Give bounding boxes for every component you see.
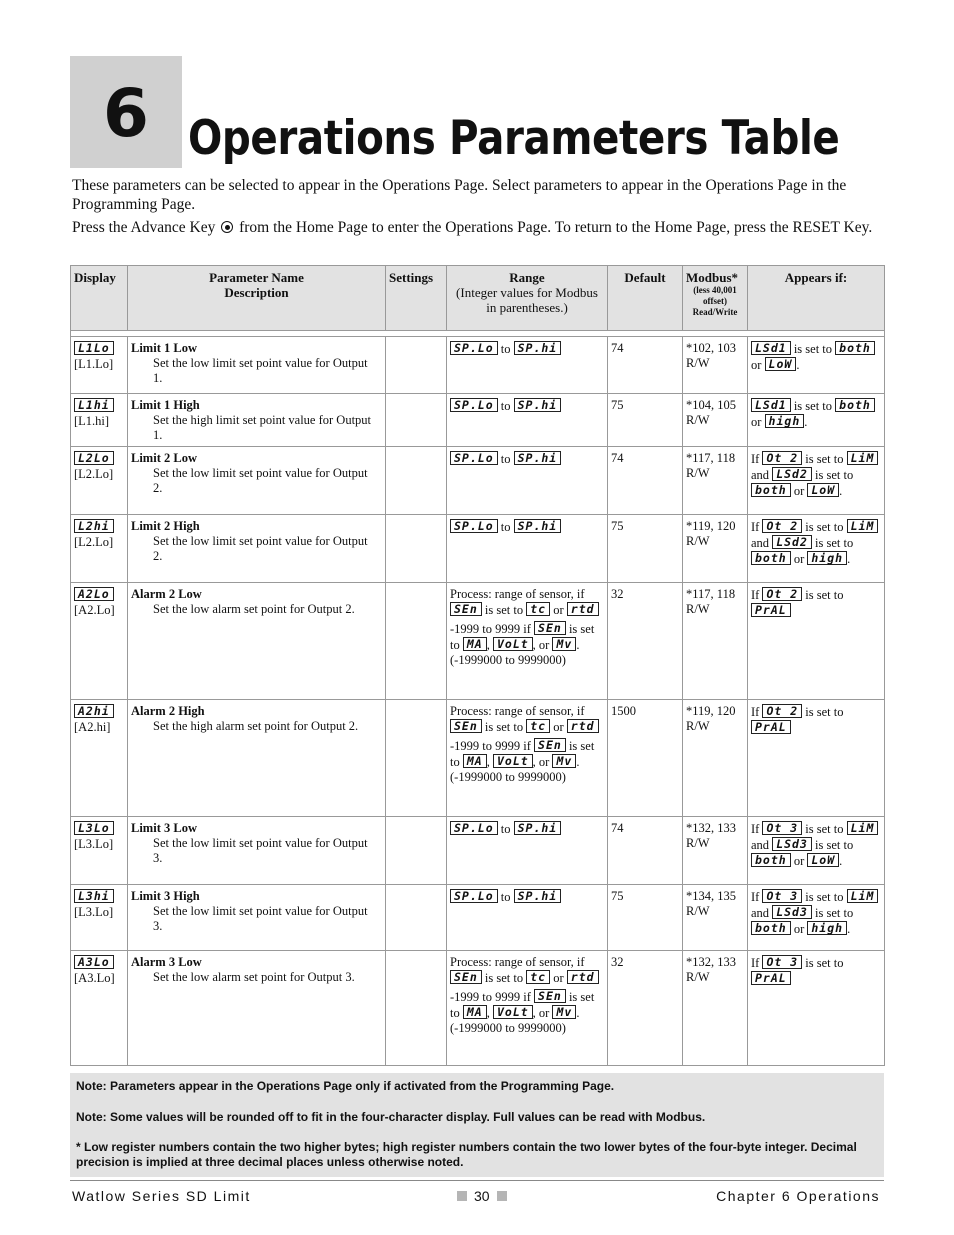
lcd-display-icon: Ot 2 [762,519,802,533]
lcd-display-icon: Ot 3 [762,821,802,835]
chapter-number: 6 [103,75,149,152]
lcd-display-icon: SP.Lo [450,519,498,533]
parameter-description: Set the low limit set point value for Output 1. [153,356,368,385]
default-cell: 75 [608,394,683,447]
lcd-display-icon: SP.hi [514,398,562,412]
parameter-cell [128,817,386,885]
table-row [71,394,885,447]
lcd-display-icon: LiM [847,519,879,533]
parameter-description: Set the high alarm set point for Output 2. [153,719,359,733]
lcd-display-icon: rtd [567,719,599,733]
modbus-cell: *119, 120 R/W [683,515,748,583]
range-cell: SP.Lo to SP.hi [447,394,608,447]
settings-cell [386,817,447,885]
lcd-display-icon: LSd3 [772,905,812,919]
default-cell: 75 [608,885,683,951]
advance-key-icon [221,221,233,233]
lcd-display-icon: SEn [450,719,482,733]
intro-paragraph-1: These parameters can be selected to appear in the Operations Page. Select parameters to appear in the Operations Page in the Programming Page. [72,177,847,213]
table-row [71,817,885,885]
lcd-display-icon: Ot 2 [762,704,802,718]
parameter-description: Set the low limit set point value for Output 3. [153,904,368,933]
header-display: Display [71,266,128,331]
lcd-display-icon: SP.hi [514,341,562,355]
parameter-name: Alarm 3 Low [131,955,202,969]
parameter-description: Set the low limit set point value for Output 2. [153,534,368,563]
lcd-display-icon: PrAL [751,603,791,617]
lcd-display-icon: A3Lo [74,955,114,969]
parameter-name: Limit 3 Low [131,821,197,835]
default-cell: 32 [608,583,683,700]
parameter-description: Set the low limit set point value for Output 2. [153,466,368,495]
parameter-name: Limit 2 Low [131,451,197,465]
settings-cell [386,515,447,583]
default-cell: 74 [608,817,683,885]
lcd-display-icon: VoLt [493,637,533,651]
parameter-name: Alarm 2 High [131,704,205,718]
display-cell: A3Lo [A3.Lo] [71,951,128,1066]
appears-if-cell: If Ot 2 is set to PrAL [748,700,885,817]
header-parameter-name: Parameter Name Description [128,266,386,331]
note-3: * Low register numbers contain the two higher bytes; high register numbers contain the two lower bytes of the four-byte integer. Decimal precision is implied at three decimal places unless otherwise noted. [76,1140,857,1169]
lcd-display-icon: SP.hi [514,451,562,465]
chapter-number-box [70,56,182,168]
lcd-display-icon: LoW [807,483,839,497]
footer-left: Watlow Series SD Limit [72,1188,251,1204]
settings-cell [386,951,447,1066]
table-header-row [71,266,885,331]
settings-cell [386,700,447,817]
modbus-cell: *117, 118 R/W [683,583,748,700]
parameter-name: Alarm 2 Low [131,587,202,601]
parameter-name: Limit 3 High [131,889,200,903]
footer-square-icon [497,1191,507,1201]
lcd-display-icon: SEn [534,738,566,752]
range-cell: Process: range of sensor, if SEn is set to tc or rtd -1999 to 9999 if SEn is set to MA , VoLt , or Mv . (-1999000 to 9999000) [447,583,608,700]
appears-if-cell: If Ot 2 is set to LiM and LSd2 is set to both or LoW . [748,447,885,515]
lcd-display-icon: Mv [552,637,576,651]
lcd-display-icon: high [807,921,847,935]
parameter-name: Limit 2 High [131,519,200,533]
parameter-cell [128,394,386,447]
parameter-cell [128,951,386,1066]
lcd-display-icon: SP.Lo [450,341,498,355]
lcd-display-icon: L1hi [74,398,114,412]
operations-parameters-table [70,265,885,1066]
lcd-display-icon: MA [463,754,487,768]
lcd-display-icon: PrAL [751,720,791,734]
display-cell: L1hi [L1.hi] [71,394,128,447]
default-cell: 74 [608,447,683,515]
lcd-display-icon: A2hi [74,704,114,718]
display-cell: L3hi [L3.Lo] [71,885,128,951]
parameter-cell [128,583,386,700]
lcd-display-icon: L1Lo [74,341,114,355]
modbus-cell: *104, 105 R/W [683,394,748,447]
parameter-cell [128,700,386,817]
lcd-display-icon: rtd [567,602,599,616]
lcd-display-icon: LoW [807,853,839,867]
range-cell: SP.Lo to SP.hi [447,817,608,885]
lcd-display-icon: rtd [567,970,599,984]
header-settings: Settings [386,266,447,331]
settings-cell [386,885,447,951]
lcd-display-icon: both [751,921,791,935]
modbus-cell: *132, 133 R/W [683,951,748,1066]
range-cell: SP.Lo to SP.hi [447,337,608,394]
lcd-display-icon: Ot 3 [762,955,802,969]
lcd-display-icon: LSd1 [751,398,791,412]
lcd-display-icon: MA [463,637,487,651]
intro-paragraph-2: Press the Advance Key from the Home Page to enter the Operations Page. To return to the Home Page, press the RESET Key. [72,219,873,236]
lcd-display-icon: VoLt [493,754,533,768]
lcd-display-icon: SP.hi [514,889,562,903]
table-row [71,447,885,515]
appears-if-cell: If Ot 2 is set to PrAL [748,583,885,700]
lcd-display-icon: A2Lo [74,587,114,601]
table-row [71,583,885,700]
range-cell: Process: range of sensor, if SEn is set to tc or rtd -1999 to 9999 if SEn is set to MA , VoLt , or Mv . (-1999000 to 9999000) [447,700,608,817]
header-default: Default [608,266,683,331]
note-1: Note: Parameters appear in the Operations Page only if activated from the Programming Page. [76,1079,615,1093]
lcd-display-icon: LSd2 [772,535,812,549]
default-cell: 74 [608,337,683,394]
default-cell: 75 [608,515,683,583]
lcd-display-icon: Mv [552,1005,576,1019]
parameter-description: Set the low alarm set point for Output 2. [153,602,355,616]
appears-if-cell: If Ot 3 is set to LiM and LSd3 is set to both or LoW . [748,817,885,885]
parameter-cell [128,515,386,583]
lcd-display-icon: LiM [847,889,879,903]
note-2: Note: Some values will be rounded off to fit in the four-character display. Full values can be read with Modbus. [76,1110,706,1124]
parameter-name: Limit 1 High [131,398,200,412]
appears-if-cell: LSd1 is set to both or high . [748,394,885,447]
modbus-cell: *132, 133 R/W [683,817,748,885]
settings-cell [386,447,447,515]
lcd-display-icon: SP.Lo [450,451,498,465]
parameter-cell [128,885,386,951]
modbus-cell: *119, 120 R/W [683,700,748,817]
lcd-display-icon: LSd3 [772,837,812,851]
display-cell: L1Lo [L1.Lo] [71,337,128,394]
parameter-description: Set the high limit set point value for Output 1. [153,413,372,442]
lcd-display-icon: LSd1 [751,341,791,355]
lcd-display-icon: Ot 3 [762,889,802,903]
parameter-description: Set the low limit set point value for Output 3. [153,836,368,865]
settings-cell [386,337,447,394]
footer-rule [70,1180,884,1181]
lcd-display-icon: L3Lo [74,821,114,835]
parameter-cell [128,447,386,515]
lcd-display-icon: Ot 2 [762,587,802,601]
lcd-display-icon: Mv [552,754,576,768]
lcd-display-icon: both [835,398,875,412]
lcd-display-icon: SP.Lo [450,889,498,903]
lcd-display-icon: L3hi [74,889,114,903]
lcd-display-icon: high [765,414,805,428]
parameter-name: Limit 1 Low [131,341,197,355]
lcd-display-icon: VoLt [493,1005,533,1019]
lcd-display-icon: SP.Lo [450,821,498,835]
footer-right: Chapter 6 Operations [716,1188,880,1204]
page-title: Operations Parameters Table [188,111,840,166]
lcd-display-icon: both [751,551,791,565]
modbus-cell: *102, 103 R/W [683,337,748,394]
parameter-description: Set the low alarm set point for Output 3. [153,970,355,984]
display-cell: L2Lo [L2.Lo] [71,447,128,515]
lcd-display-icon: LiM [847,821,879,835]
display-cell: L2hi [L2.Lo] [71,515,128,583]
header-range: Range (Integer values for Modbus in parentheses.) [447,266,608,331]
parameter-cell [128,337,386,394]
display-cell: A2Lo [A2.Lo] [71,583,128,700]
lcd-display-icon: L2Lo [74,451,114,465]
table-row [71,951,885,1066]
lcd-display-icon: tc [526,602,550,616]
footer-page-number: 30 [450,1188,514,1204]
lcd-display-icon: LSd2 [772,467,812,481]
range-cell: Process: range of sensor, if SEn is set to tc or rtd -1999 to 9999 if SEn is set to MA , VoLt , or Mv . (-1999000 to 9999000) [447,951,608,1066]
range-cell: SP.Lo to SP.hi [447,515,608,583]
range-cell: SP.Lo to SP.hi [447,885,608,951]
lcd-display-icon: both [835,341,875,355]
lcd-display-icon: SEn [534,989,566,1003]
header-appears-if: Appears if: [748,266,885,331]
appears-if-cell: If Ot 2 is set to LiM and LSd2 is set to both or high . [748,515,885,583]
lcd-display-icon: LiM [847,451,879,465]
lcd-display-icon: SP.Lo [450,398,498,412]
lcd-display-icon: SP.hi [514,519,562,533]
lcd-display-icon: tc [526,719,550,733]
appears-if-cell: If Ot 3 is set to PrAL [748,951,885,1066]
lcd-display-icon: both [751,483,791,497]
lcd-display-icon: Ot 2 [762,451,802,465]
header-modbus: Modbus* (less 40,001 offset) Read/Write [683,266,748,331]
table-row [71,337,885,394]
default-cell: 32 [608,951,683,1066]
lcd-display-icon: high [807,551,847,565]
modbus-cell: *134, 135 R/W [683,885,748,951]
lcd-display-icon: L2hi [74,519,114,533]
lcd-display-icon: SP.hi [514,821,562,835]
lcd-display-icon: LoW [765,357,797,371]
range-cell: SP.Lo to SP.hi [447,447,608,515]
modbus-cell: *117, 118 R/W [683,447,748,515]
appears-if-cell: If Ot 3 is set to LiM and LSd3 is set to both or high . [748,885,885,951]
display-cell: A2hi [A2.hi] [71,700,128,817]
lcd-display-icon: MA [463,1005,487,1019]
default-cell: 1500 [608,700,683,817]
lcd-display-icon: SEn [534,621,566,635]
lcd-display-icon: PrAL [751,971,791,985]
appears-if-cell: LSd1 is set to both or LoW . [748,337,885,394]
lcd-display-icon: SEn [450,970,482,984]
table-row [71,885,885,951]
notes-box [70,1073,884,1177]
table-row [71,700,885,817]
lcd-display-icon: both [751,853,791,867]
footer-square-icon [457,1191,467,1201]
table-row [71,515,885,583]
lcd-display-icon: tc [526,970,550,984]
settings-cell [386,583,447,700]
settings-cell [386,394,447,447]
display-cell: L3Lo [L3.Lo] [71,817,128,885]
lcd-display-icon: SEn [450,602,482,616]
